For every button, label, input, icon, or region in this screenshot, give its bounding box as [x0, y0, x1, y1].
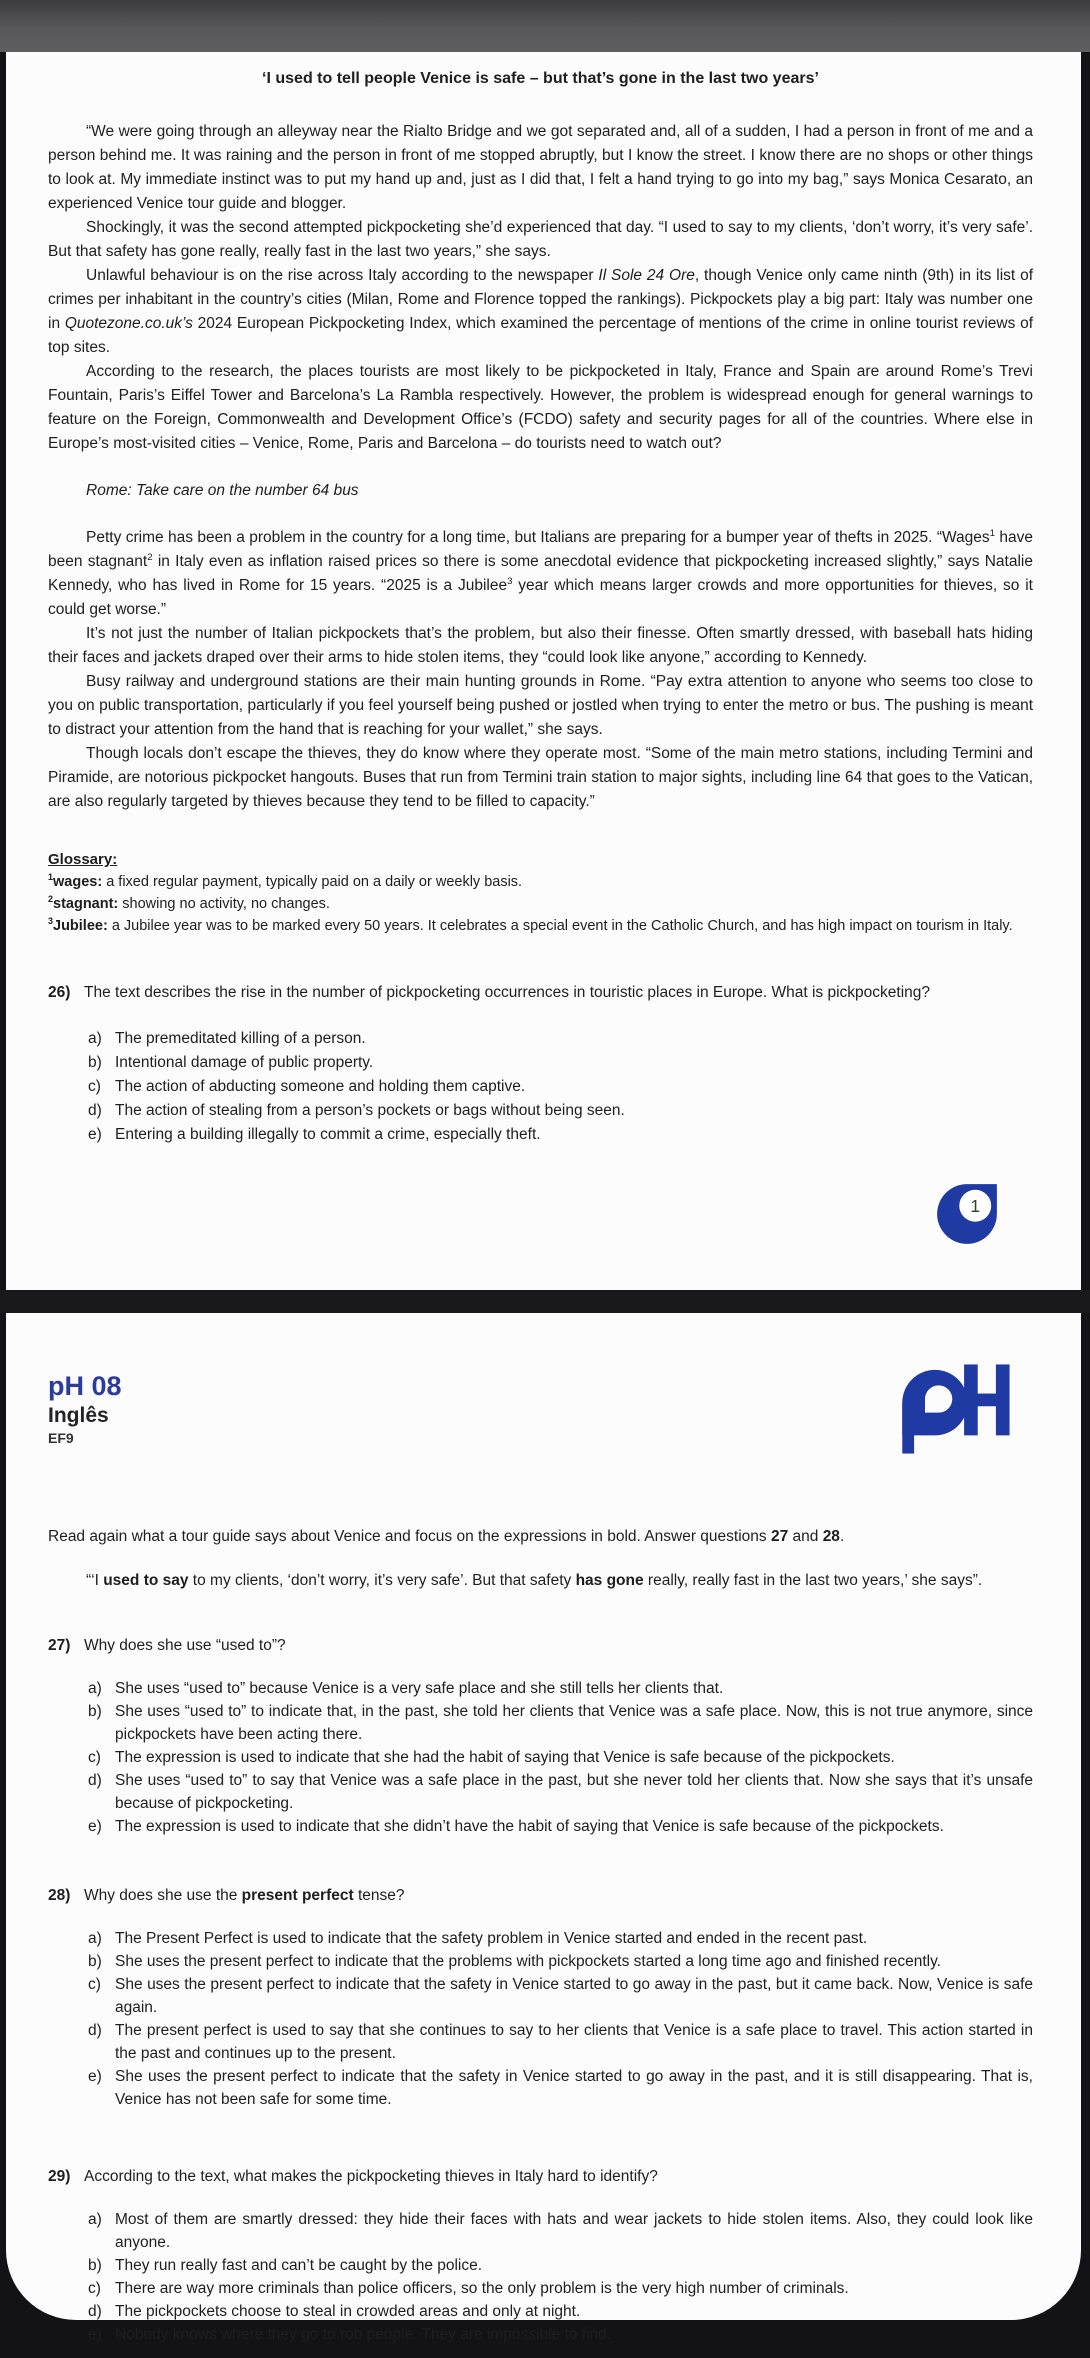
- option-row: [88, 1815, 1033, 1838]
- question-text: Why does she use the present perfect tense?: [84, 1887, 405, 1904]
- option-text: Intentional damage of public property.: [115, 1054, 374, 1071]
- question-number: 29): [48, 2168, 71, 2185]
- option-row: [88, 1099, 1033, 1123]
- option-row: [88, 2065, 1033, 2111]
- option-text: They run really fast and can’t be caught by the police.: [115, 2257, 483, 2274]
- article-paragraph-1: “We were going through an alleyway near the Rialto Bridge and we got separated and, all of a sudden, I had a person in front of me and a person behind me. It was raining and the person in front of me stopped abruptly, but I know the street. I know there are no shops or other things to look at. My immediate instinct was to put my hand up and, just as I did that, I felt a hand trying to go into my bag,” says Monica Cesarato, an experienced Venice tour guide and blogger.: [48, 123, 1033, 212]
- option-letter: d): [88, 1772, 102, 1789]
- option-row: [88, 2019, 1033, 2065]
- option-letter: d): [88, 2022, 102, 2039]
- option-row: [88, 2277, 1033, 2300]
- option-row: [88, 1123, 1033, 1147]
- option-letter: e): [88, 2068, 102, 2085]
- question-number: 28): [48, 1887, 71, 1904]
- glossary-entry-jubilee: $^3$Jubilee: a Jubilee year was to be marked every 50 years. It celebrates a special event in the Catholic Church, and has high impact on tourism in Italy.: [48, 916, 1013, 934]
- option-text: She uses the present perfect to indicate that the problems with pickpockets started a long time ago and finished recently.: [115, 1953, 941, 1970]
- option-letter: a): [88, 2211, 102, 2228]
- option-text: Entering a building illegally to commit a crime, especially theft.: [115, 1126, 541, 1143]
- viewer-top-bar: [0, 0, 1090, 52]
- article-title: ‘I used to tell people Venice is safe – but that’s gone in the last two years’: [262, 70, 819, 87]
- worksheet-page-2: [6, 1313, 1081, 2343]
- page-number-badge: [933, 1180, 1001, 1248]
- option-row: [88, 1973, 1033, 2019]
- option-letter: b): [88, 2257, 102, 2274]
- option-letter: e): [88, 1126, 102, 1143]
- question-text: Why does she use “used to”?: [84, 1637, 286, 1654]
- glossary-section: [48, 848, 1033, 937]
- option-text: The pickpockets choose to steal in crowded areas and only at night.: [115, 2303, 581, 2320]
- option-text: The expression is used to indicate that she didn’t have the habit of saying that Venice is safe because of the pickpockets.: [115, 1818, 944, 1835]
- option-letter: b): [88, 1953, 102, 1970]
- quote-text: “‘I used to say to my clients, ‘don’t worry, it’s very safe’. But that safety has gone really, really fast in the last two years,’ she says”.: [86, 1572, 983, 1589]
- question-29-options: [88, 2208, 1033, 2346]
- glossary-heading: Glossary:: [48, 851, 118, 868]
- option-text: She uses “used to” to indicate that, in the past, she told her clients that Venice was a safe place. Now, this is not true anymore, since pickpockets have been acting there.: [115, 1703, 1033, 1743]
- option-letter: c): [88, 1749, 101, 1766]
- option-row: [88, 2254, 1033, 2277]
- question-26: [48, 981, 1033, 1005]
- option-letter: b): [88, 1703, 102, 1720]
- option-row: [88, 1769, 1033, 1815]
- article-paragraph-5: Petty crime has been a problem in the country for a long time, but Italians are preparing for a bumper year of thefts in 2025. “Wages$^1$ have been stagnant$^2$ in Italy even as inflation raised prices so there is some anecdotal evidence that pickpocketing increased slightly,” says Natalie Kennedy, who has lived in Rome for 15 years. “2025 is a Jubilee$^3$ year which means larger crowds and more opportunities for thieves, so it could get worse.”: [48, 527, 1034, 618]
- option-text: Nobody knows where they go to rob people. They are impossible to find.: [115, 2326, 611, 2343]
- question-number: 26): [48, 984, 71, 1001]
- subject-name: Inglês: [48, 1404, 109, 1427]
- option-text: The present perfect is used to say that she continues to say to her clients that Venice is a safe place to travel. This action started in the past and continues up to the present.: [115, 2022, 1033, 2062]
- ph-logo-icon: [895, 1357, 1015, 1461]
- worksheet-page-1: [6, 52, 1081, 1290]
- page-number-label: 1: [970, 1195, 981, 1216]
- question-27-options: [88, 1677, 1033, 1838]
- option-text: She uses the present perfect to indicate that the safety in Venice started to go away in the past, but it came back. Now, Venice is safe again.: [115, 1976, 1033, 2016]
- option-text: The expression is used to indicate that she had the habit of saying that Venice is safe because of the pickpockets.: [115, 1749, 895, 1766]
- question-text: According to the text, what makes the pickpocketing thieves in Italy hard to identify?: [84, 2168, 658, 2185]
- option-row: [88, 2323, 1033, 2346]
- option-text: She uses “used to” to say that Venice was a safe place in the past, but she never told her clients that. Now she says that it’s unsafe because of pickpocketing.: [115, 1772, 1033, 1812]
- option-letter: d): [88, 2303, 102, 2320]
- question-number: 27): [48, 1637, 71, 1654]
- article-paragraph-2: Shockingly, it was the second attempted pickpocketing she’d experienced that day. “I used to say to my clients, ‘don’t worry, it’s very safe’. But that safety has gone really, really fast in the last two years,” she says.: [48, 219, 1033, 260]
- option-row: [88, 2300, 1033, 2323]
- option-row: [88, 1051, 1033, 1075]
- question-26-options: [88, 1027, 1033, 1147]
- worksheet-header: [48, 1371, 1033, 1491]
- option-letter: c): [88, 1078, 101, 1095]
- option-text: The premeditated killing of a person.: [115, 1030, 366, 1047]
- option-letter: a): [88, 1680, 102, 1697]
- option-letter: a): [88, 1930, 102, 1947]
- ph-brand-logo-icon: [895, 1357, 1015, 1461]
- option-letter: e): [88, 2326, 102, 2343]
- option-letter: b): [88, 1054, 102, 1071]
- glossary-entry-wages: $^1$wages: a fixed regular payment, typically paid on a daily or weekly basis.: [48, 872, 523, 890]
- option-row: [88, 2208, 1033, 2254]
- option-letter: a): [88, 1030, 102, 1047]
- option-text: She uses “used to” because Venice is a very safe place and she still tells her clients that.: [115, 1680, 724, 1697]
- grade-level: EF9: [48, 1430, 74, 1446]
- option-letter: e): [88, 1818, 102, 1835]
- option-row: [88, 1027, 1033, 1051]
- option-text: She uses the present perfect to indicate that the safety in Venice started to go away in the past, and it is still disappearing. That is, Venice has not been safe for some time.: [115, 2068, 1033, 2108]
- page-gap: [0, 1290, 1090, 1313]
- option-text: Most of them are smartly dressed: they hide their faces with hats and wear jackets to hide stolen items. Also, they could look like anyone.: [115, 2211, 1033, 2251]
- option-letter: c): [88, 1976, 101, 1993]
- glossary-entry-stagnant: $^2$stagnant: showing no activity, no changes.: [48, 894, 330, 912]
- option-row: [88, 1927, 1033, 1950]
- question-text: The text describes the rise in the number of pickpocketing occurrences in touristic places in Europe. What is pickpocketing?: [84, 984, 931, 1001]
- article-paragraph-3: Unlawful behaviour is on the rise across Italy according to the newspaper Il Sole 24 Ore, though Venice only came ninth (9th) in its list of crimes per inhabitant in the country’s cities (Milan, Rome and Florence topped the rankings). Pickpockets play a big part: Italy was number one in Quotezone.co.uk’s 2024 European Pickpocketing Index, which examined the percentage of mentions of the crime in online tourist reviews of top sites.: [48, 267, 1034, 356]
- droplet-logo-icon: [933, 1180, 1001, 1248]
- course-code: pH 08: [48, 1371, 122, 1401]
- option-row: [88, 1746, 1033, 1769]
- option-row: [88, 1950, 1033, 1973]
- option-row: [88, 1677, 1033, 1700]
- option-letter: c): [88, 2280, 101, 2297]
- instructions-text: Read again what a tour guide says about Venice and focus on the expressions in bold. Answer questions 27 and 28.: [48, 1528, 845, 1545]
- option-row: [88, 1700, 1033, 1746]
- question-29: [48, 2165, 1033, 2188]
- option-letter: d): [88, 1102, 102, 1119]
- option-text: The Present Perfect is used to indicate that the safety problem in Venice started and ended in the recent past.: [115, 1930, 868, 1947]
- article-paragraph-6: It’s not just the number of Italian pickpockets that’s the problem, but also their finesse. Often smartly dressed, with baseball hats hiding their faces and jackets draped over their arms to hide stolen items, they “could look like anyone,” according to Kennedy.: [48, 625, 1033, 666]
- question-28-options: [88, 1927, 1033, 2111]
- question-28: [48, 1884, 1033, 1907]
- option-row: [88, 1075, 1033, 1099]
- article-paragraph-4: According to the research, the places tourists are most likely to be pickpocketed in Italy, France and Spain are around Rome’s Trevi Fountain, Paris’s Eiffel Tower and Barcelona’s La Rambla respectively. However, the problem is widespread enough for general warnings to feature on the Foreign, Commonwealth and Development Office’s (FCDO) safety and security pages for all of the countries. Where else in Europe’s most-visited cities – Venice, Rome, Paris and Barcelona – do tourists need to watch out?: [48, 363, 1033, 452]
- option-text: The action of stealing from a person’s pockets or bags without being seen.: [115, 1102, 625, 1119]
- question-27: [48, 1634, 1033, 1657]
- section-subheading: Rome: Take care on the number 64 bus: [86, 482, 359, 499]
- article-paragraph-8: Though locals don’t escape the thieves, they do know where they operate most. “Some of the main metro stations, including Termini and Piramide, are notorious pickpocket hangouts. Buses that run from Termini train station to major sights, including line 64 that goes to the Vatican, are also regularly targeted by thieves because they tend to be filled to capacity.”: [48, 745, 1033, 810]
- option-text: The action of abducting someone and holding them captive.: [115, 1078, 526, 1095]
- option-text: There are way more criminals than police officers, so the only problem is the very high number of criminals.: [115, 2280, 849, 2297]
- article-paragraph-7: Busy railway and underground stations are their main hunting grounds in Rome. “Pay extra attention to anyone who seems too close to you on public transportation, particularly if you feel yourself being pushed or jostled when trying to enter the metro or bus. The pushing is meant to distract your attention from the hand that is reaching for your wallet,” she says.: [48, 673, 1033, 738]
